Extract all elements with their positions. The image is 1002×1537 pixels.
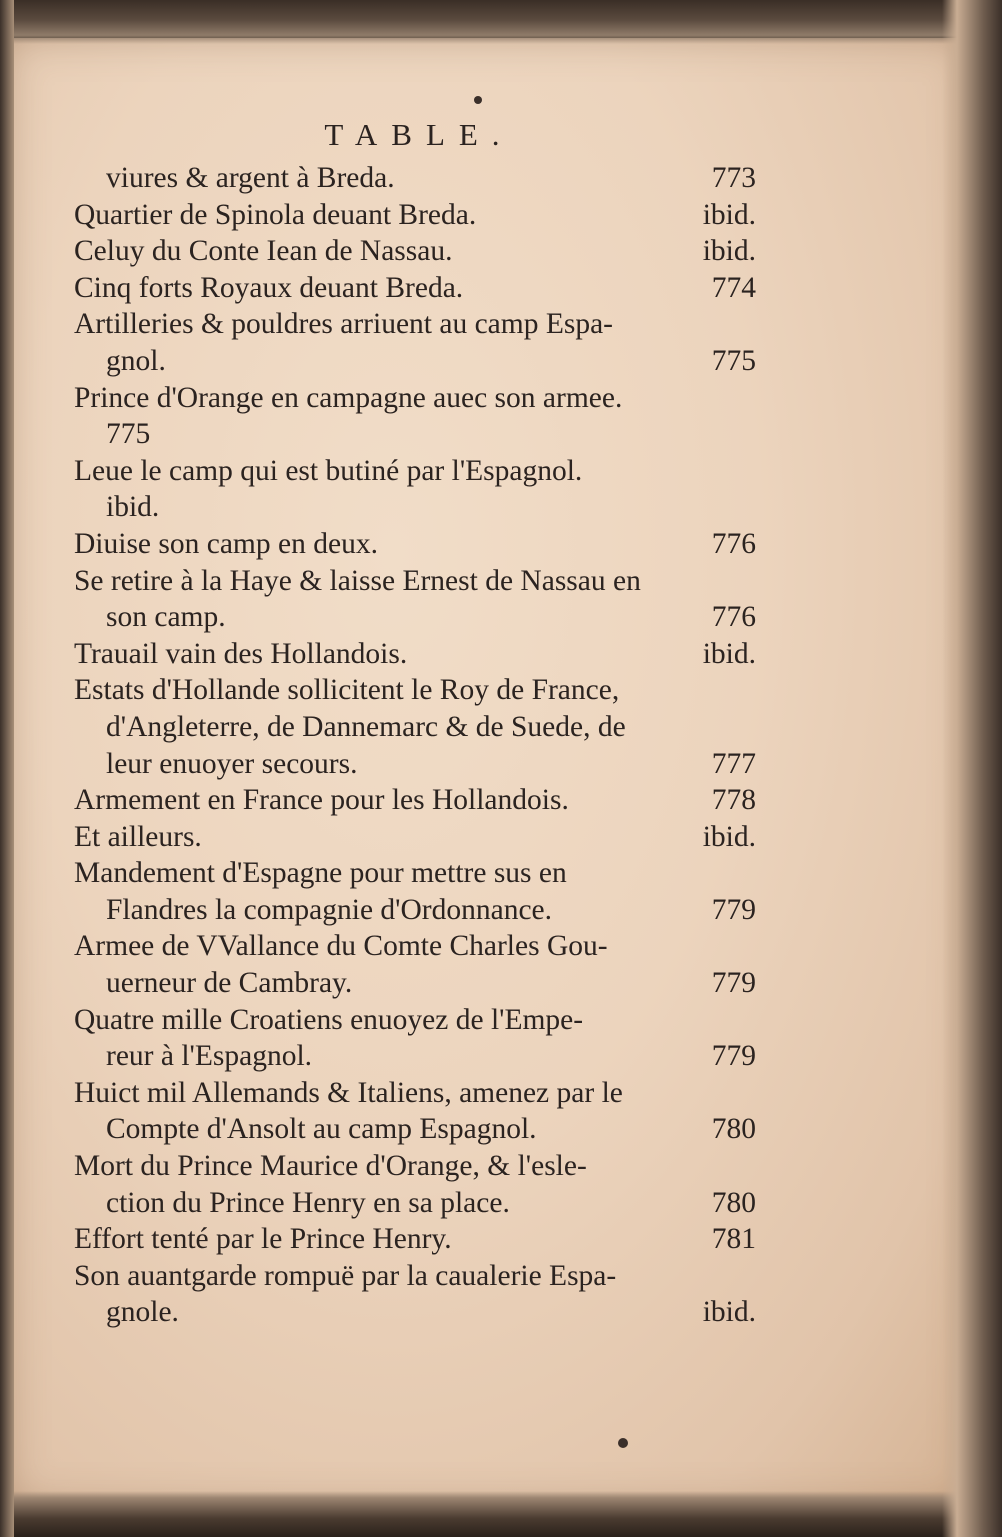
page-title: TABLE. [324, 117, 514, 152]
entry-line [74, 233, 756, 270]
page-reference: 779 [711, 967, 756, 1000]
top-page-edge [0, 0, 1002, 44]
page-reference: ibid. [702, 637, 756, 670]
table-entry [74, 160, 756, 197]
table-entry [74, 928, 756, 1001]
entry-text: Mandement d'Espagne pour mettre sus en [74, 857, 567, 890]
entry-list [74, 160, 756, 1331]
entry-text: Huict mil Allemands & Italiens, amenez par le [74, 1076, 623, 1109]
entry-text: Effort tenté par le Prince Henry. [74, 1223, 452, 1256]
entry-line [74, 526, 756, 563]
table-entry [74, 782, 756, 819]
entry-text: Son auantgarde rompuë par la caualerie Espa- [74, 1259, 617, 1292]
entry-line [74, 1148, 756, 1185]
entry-text: uerneur de Cambray. [106, 967, 353, 1000]
entry-text: Et ailleurs. [74, 820, 202, 853]
right-page-edge [942, 0, 1002, 1537]
page-reference: 776 [711, 601, 756, 634]
page-reference: 779 [711, 893, 756, 926]
entry-line [74, 160, 756, 197]
entry-line [74, 1038, 756, 1075]
table-entry [74, 563, 756, 636]
page-reference: ibid. [702, 235, 756, 268]
table-entry [74, 453, 756, 526]
table-entry [74, 1221, 756, 1258]
entry-text: Celuy du Conte Iean de Nassau. [74, 235, 453, 268]
entry-text: Compte d'Ansolt au camp Espagnol. [106, 1113, 537, 1146]
entry-text: Flandres la compagnie d'Ordonnance. [106, 893, 553, 926]
entry-text: Quatre mille Croatiens enuoyez de l'Empe- [74, 1003, 584, 1036]
table-entry [74, 1002, 756, 1075]
entry-line [74, 636, 756, 673]
entry-text: d'Angleterre, de Dannemarc & de Suede, de [106, 710, 626, 743]
entry-line [74, 1221, 756, 1258]
entry-text: Mort du Prince Maurice d'Orange, & l'esle- [74, 1150, 587, 1183]
table-entry [74, 233, 756, 270]
table-entry [74, 1258, 756, 1331]
entry-text: Leue le camp qui est butiné par l'Espagnol. [74, 454, 583, 487]
entry-text: ction du Prince Henry en sa place. [106, 1186, 510, 1219]
entry-line [74, 672, 756, 709]
table-entry [74, 526, 756, 563]
entry-text: Estats d'Hollande sollicitent le Roy de France, [74, 674, 620, 707]
entry-text: Prince d'Orange en campagne auec son armee. [74, 381, 623, 414]
entry-line [74, 819, 756, 856]
page-reference: 778 [711, 784, 756, 817]
entry-line [74, 416, 756, 453]
table-entry [74, 855, 756, 928]
entry-text: son camp. [106, 601, 226, 634]
page-reference: ibid. [702, 198, 756, 231]
entry-line [74, 1258, 756, 1295]
table-entry [74, 380, 756, 453]
page-reference: ibid. [702, 820, 756, 853]
ink-speck [474, 96, 482, 104]
entry-line [74, 197, 756, 234]
table-entry [74, 1148, 756, 1221]
page-reference: 777 [711, 747, 756, 780]
entry-text: reur à l'Espagnol. [106, 1040, 313, 1073]
entry-text: leur enuoyer secours. [106, 747, 358, 780]
table-entry [74, 197, 756, 234]
page-reference: 780 [711, 1186, 756, 1219]
table-entry [74, 636, 756, 673]
entry-line [74, 709, 756, 746]
page-reference: 780 [711, 1113, 756, 1146]
entry-line [74, 1075, 756, 1112]
entry-line [74, 892, 756, 929]
entry-text: Cinq forts Royaux deuant Breda. [74, 271, 464, 304]
entry-text: gnol. [106, 344, 166, 377]
entry-line [74, 855, 756, 892]
entry-line [74, 1111, 756, 1148]
entry-line [74, 746, 756, 783]
entry-text: Quartier de Spinola deuant Breda. [74, 198, 477, 231]
page-reference: ibid. [702, 1296, 756, 1329]
entry-text: Diuise son camp en deux. [74, 527, 378, 560]
table-entry [74, 672, 756, 782]
entry-line [74, 306, 756, 343]
entry-text: 775 [106, 418, 151, 451]
bottom-page-edge [0, 1491, 1002, 1537]
page-reference: 773 [711, 162, 756, 194]
entry-text: viures & argent à Breda. [106, 162, 395, 194]
table-entry [74, 1075, 756, 1148]
entry-text: Artilleries & pouldres arriuent au camp Espa- [74, 308, 614, 341]
entry-text: Armement en France pour les Hollandois. [74, 784, 569, 817]
entry-line [74, 1294, 756, 1331]
page-reference: 775 [711, 344, 756, 377]
left-page-edge [0, 0, 14, 1537]
entry-text: Trauail vain des Hollandois. [74, 637, 408, 670]
page-reference: 774 [711, 271, 756, 304]
entry-line [74, 489, 756, 526]
entry-line [74, 928, 756, 965]
entry-line [74, 599, 756, 636]
entry-text: gnole. [106, 1296, 179, 1329]
entry-text: Se retire à la Haye & laisse Ernest de Nassau en [74, 564, 641, 597]
entry-line [74, 1002, 756, 1039]
entry-text: Armee de VVallance du Comte Charles Gou- [74, 930, 608, 963]
ink-speck [618, 1438, 628, 1448]
page-reference: 776 [711, 527, 756, 560]
page-reference: 779 [711, 1040, 756, 1073]
table-entry [74, 819, 756, 856]
entry-line [74, 380, 756, 417]
entry-line [74, 563, 756, 600]
table-entry [74, 306, 756, 379]
page-reference: 781 [711, 1223, 756, 1256]
index-table [74, 110, 756, 1331]
entry-line [74, 270, 756, 307]
entry-line [74, 343, 756, 380]
table-entry [74, 270, 756, 307]
entry-line [74, 965, 756, 1002]
entry-line [74, 782, 756, 819]
entry-line [74, 453, 756, 490]
entry-text: ibid. [106, 491, 160, 524]
entry-line [74, 1185, 756, 1222]
